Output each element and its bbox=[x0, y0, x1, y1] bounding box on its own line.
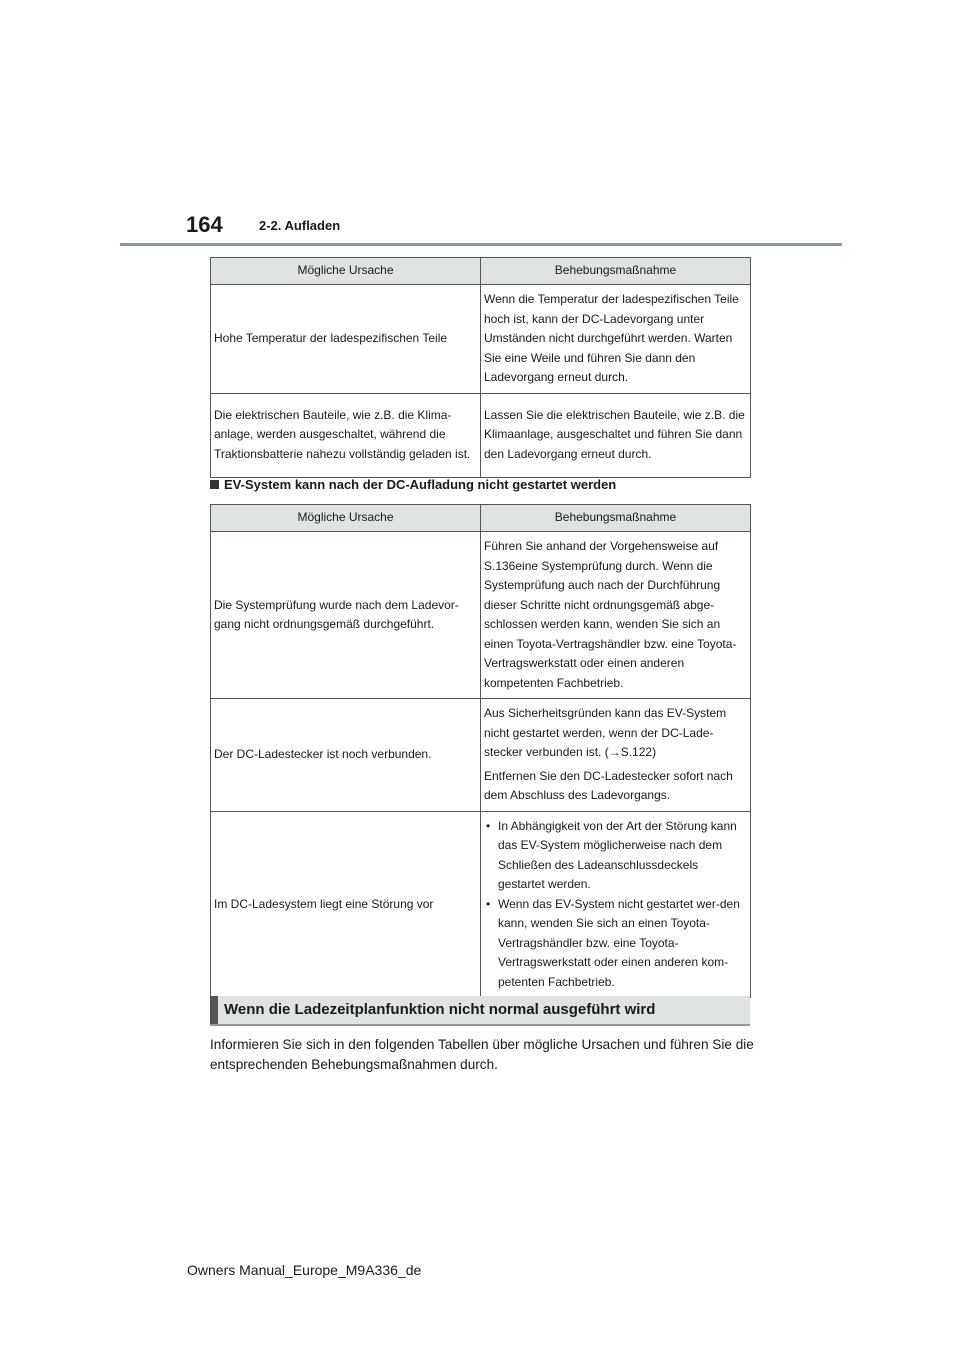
list-item: • In Abhängigkeit von der Art der Störung kann das EV-System möglicherweise nach dem Schließen des Ladeanschlussdeckels gestartet werden. bbox=[484, 817, 746, 895]
remedy-cell bbox=[481, 699, 751, 812]
remedy-paragraph: Entfernen Sie den DC-Ladestecker sofort nach dem Abschluss des Ladevorgangs. bbox=[484, 768, 733, 802]
body-paragraph: Informieren Sie sich in den folgenden Tabellen über mögliche Ursachen und führen Sie die entsprechenden Behebungsmaßnahmen durch. bbox=[210, 1037, 754, 1072]
page-number: 164 bbox=[186, 212, 223, 237]
remedy-cell: Wenn die Temperatur der ladespezifischen Teile hoch ist, kann der DC-Ladevorgang unter Umständen nicht durchgeführt werden. Warten Sie eine Weile und führen Sie dann den Ladevorgang erneut durch. bbox=[481, 285, 751, 394]
table-row bbox=[211, 393, 751, 477]
section-heading-box bbox=[210, 996, 750, 1026]
section-accent-bar bbox=[210, 996, 218, 1024]
cause-cell: Hohe Temperatur der ladespezifischen Teile bbox=[211, 285, 481, 394]
section-heading-title: Wenn die Ladezeitplanfunktion nicht normal ausgeführt wird bbox=[224, 1001, 656, 1018]
column-header-cause: Mögliche Ursache bbox=[211, 258, 481, 285]
remedy-cell bbox=[481, 811, 751, 998]
cause-cell: Der DC-Ladestecker ist noch verbunden. bbox=[211, 699, 481, 812]
footer-text: Owners Manual_Europe_M9A336_de bbox=[187, 1262, 422, 1278]
remedy-paragraph: Aus Sicherheitsgründen kann das EV-System nicht gestartet werden, wenn der DC-Lade-stecker verbunden ist. (→S.122) bbox=[484, 706, 727, 759]
square-bullet-icon bbox=[210, 480, 219, 489]
header-rule bbox=[120, 243, 842, 246]
table-header-row bbox=[211, 258, 751, 285]
remedy-cell: Lassen Sie die elektrischen Bauteile, wie z.B. die Klimaanlage, ausgeschaltet und führen Sie dann den Ladevorgang erneut durch. bbox=[481, 393, 751, 477]
cause-cell: Im DC-Ladesystem liegt eine Störung vor bbox=[211, 811, 481, 998]
section-label: 2-2. Aufladen bbox=[259, 218, 341, 233]
subsection-heading-text: EV-System kann nach der DC-Aufladung nicht gestartet werden bbox=[224, 477, 617, 492]
column-header-cause: Mögliche Ursache bbox=[211, 505, 481, 532]
cause-cell: Die Systemprüfung wurde nach dem Ladevor-gang nicht ordnungsgemäß durchgeführt. bbox=[211, 532, 481, 699]
cause-cell: Die elektrischen Bauteile, wie z.B. die Klima-anlage, werden ausgeschaltet, während die Traktionsbatterie nahezu vollständig geladen ist. bbox=[211, 393, 481, 477]
subsection-heading bbox=[210, 477, 616, 492]
table-row bbox=[211, 532, 751, 699]
remedy-cell: Führen Sie anhand der Vorgehensweise auf S.136eine Systemprüfung durch. Wenn die Systemprüfung auch nach der Durchführung dieser Schritte nicht ordnungsgemäß abge-schlossen werden kann, wenden Sie sich an einen Toyota-Vertragshändler bzw. eine Toyota-Vertragswerkstatt oder einen anderen kompetenten Fachbetrieb. bbox=[481, 532, 751, 699]
troubleshooting-table-1 bbox=[210, 257, 751, 478]
column-header-remedy: Behebungsmaßnahme bbox=[481, 505, 751, 532]
table-row bbox=[211, 699, 751, 812]
table-row bbox=[211, 285, 751, 394]
table-row bbox=[211, 811, 751, 998]
troubleshooting-table-2 bbox=[210, 504, 751, 998]
table-header-row bbox=[211, 505, 751, 532]
column-header-remedy: Behebungsmaßnahme bbox=[481, 258, 751, 285]
list-item: • Wenn das EV-System nicht gestartet wer-den kann, wenden Sie sich an einen Toyota-Vertragshändler bzw. eine Toyota-Vertragswerkstatt oder einen anderen kom-petenten Fachbetrieb. bbox=[484, 895, 746, 993]
remedy-bullet-list bbox=[484, 817, 746, 993]
